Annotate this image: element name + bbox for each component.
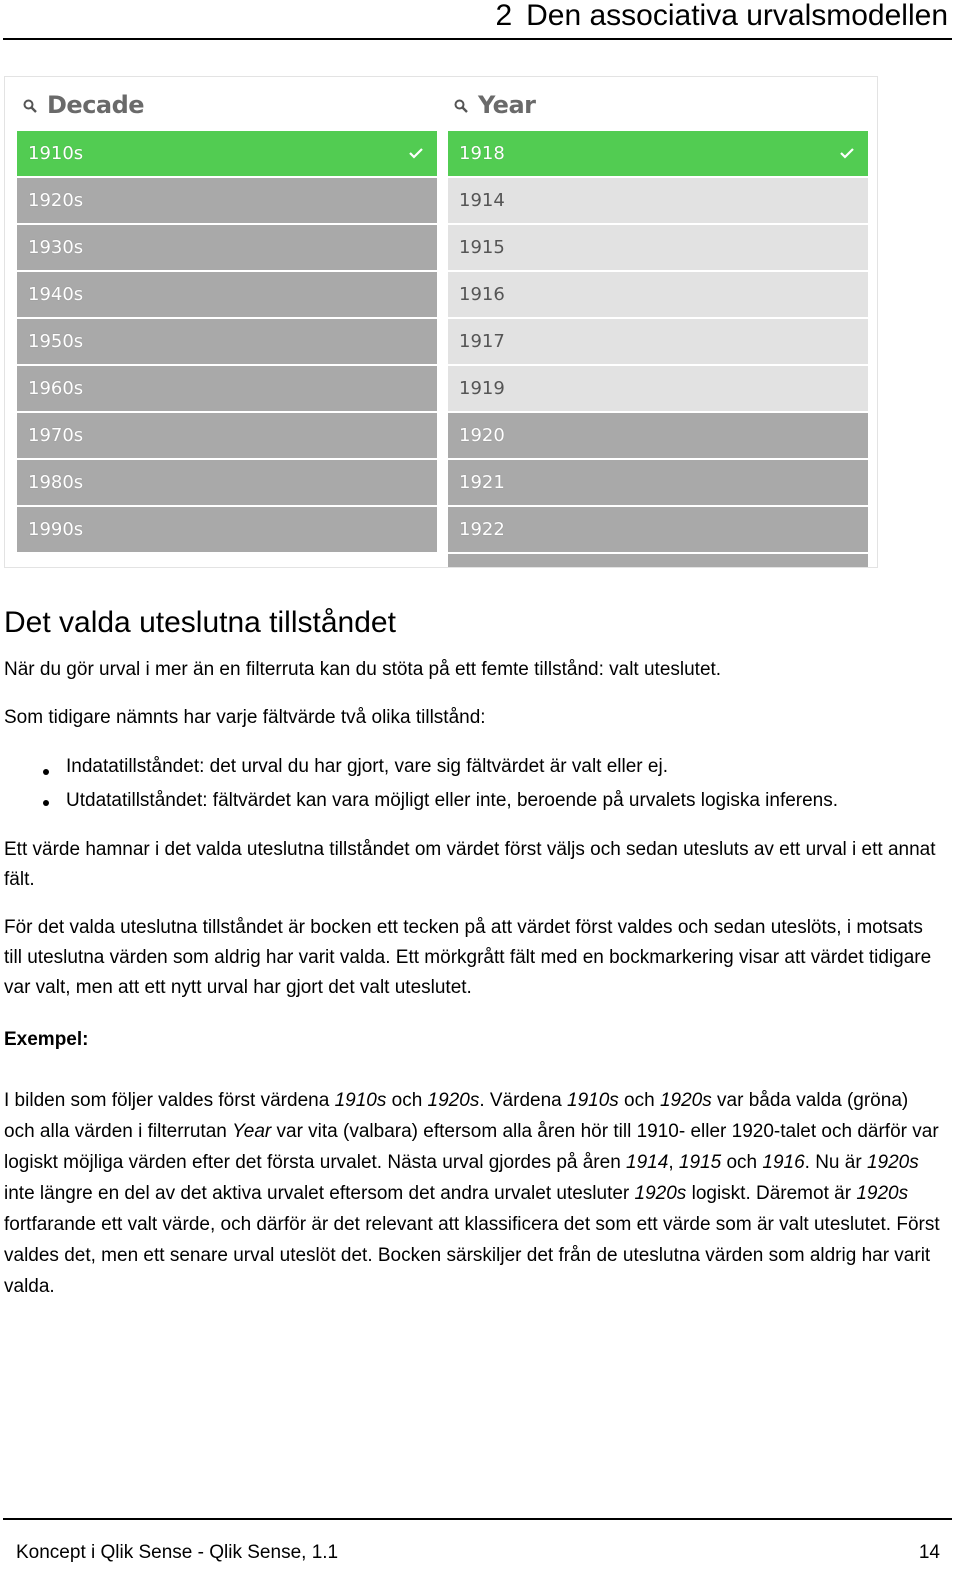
- decade-pane-header[interactable]: [17, 77, 437, 131]
- year-value-list: [448, 131, 868, 568]
- year-value-1922[interactable]: [448, 507, 868, 552]
- year-value-1916[interactable]: [448, 272, 868, 317]
- value-label: 1918: [459, 143, 505, 164]
- search-icon[interactable]: [454, 99, 468, 113]
- decade-value-1970s[interactable]: [17, 413, 437, 458]
- search-icon[interactable]: [23, 99, 37, 113]
- value-label: 1990s: [28, 519, 84, 540]
- value-label: 1914: [459, 190, 505, 211]
- section-title: Det valda uteslutna tillståndet: [4, 606, 396, 639]
- year-value-1921[interactable]: [448, 460, 868, 505]
- decade-pane-title: Decade: [47, 91, 145, 119]
- paragraph-checkmark: För det valda uteslutna tillståndet är bocken ett tecken på att värdet först valdes och sedan uteslöts, i motsats till uteslutna värden som aldrig har varit valda. Ett mörkgrått fält med en bockmarkering visar att värdet tidigare var valt, men att ett nytt urval har gjort det valt uteslutet.: [4, 917, 932, 998]
- value-label: 1920s: [28, 190, 84, 211]
- bullet-item-output-state: Utdatatillståndet: fältvärdet kan vara möjligt eller inte, beroende på urvalets logiska inferens.: [66, 790, 839, 811]
- value-label: 1930s: [28, 237, 84, 258]
- lead-paragraph: Som tidigare nämnts har varje fältvärde två olika tillstånd:: [4, 707, 486, 728]
- decade-value-1960s[interactable]: [17, 366, 437, 411]
- bullet-dot: [43, 769, 49, 775]
- value-label: 1910s: [28, 143, 84, 164]
- value-label: 1940s: [28, 284, 84, 305]
- decade-value-1910s[interactable]: [17, 131, 437, 176]
- page-header: [3, 0, 952, 40]
- value-label: 1922: [459, 519, 505, 540]
- intro-paragraph: När du gör urval i mer än en filterruta kan du stöta på ett femte tillstånd: valt uteslutet.: [4, 659, 722, 680]
- value-label: 1920: [459, 425, 505, 446]
- year-value-1918[interactable]: [448, 131, 868, 176]
- chapter-title-text: Den associativa urvalsmodellen: [526, 0, 948, 32]
- check-icon: [409, 147, 423, 159]
- value-label: 1980s: [28, 472, 84, 493]
- year-value-1919[interactable]: [448, 366, 868, 411]
- year-value-1920[interactable]: [448, 413, 868, 458]
- bullet-item-input-state: Indatatillståndet: det urval du har gjort, vare sig fältvärdet är valt eller ej.: [66, 756, 668, 777]
- chapter-number: 2: [495, 0, 513, 32]
- decade-value-list: [17, 131, 437, 552]
- paragraph-definition: Ett värde hamnar i det valda uteslutna tillståndet om värdet först väljs och sedan utesluts av ett urval i ett annat fält.: [4, 839, 936, 890]
- value-label: 1921: [459, 472, 505, 493]
- footer-page-number: 14: [918, 1542, 940, 1563]
- check-icon: [840, 147, 854, 159]
- decade-value-1920s[interactable]: [17, 178, 437, 223]
- value-label: 1916: [459, 284, 505, 305]
- decade-value-1940s[interactable]: [17, 272, 437, 317]
- example-label: Exempel:: [4, 1029, 89, 1050]
- decade-filter-pane: [17, 77, 437, 554]
- year-value-1915[interactable]: [448, 225, 868, 270]
- value-label: 1917: [459, 331, 505, 352]
- year-pane-header[interactable]: [448, 77, 868, 131]
- year-value-1917[interactable]: [448, 319, 868, 364]
- decade-value-1990s[interactable]: [17, 507, 437, 552]
- filter-panes-figure: [4, 76, 878, 568]
- value-label: 1919: [459, 378, 505, 399]
- footer-divider: [3, 1518, 952, 1520]
- year-value-partial[interactable]: [448, 554, 868, 568]
- value-label: 1950s: [28, 331, 84, 352]
- year-filter-pane: [448, 77, 868, 568]
- footer-document-title: Koncept i Qlik Sense - Qlik Sense, 1.1: [16, 1542, 339, 1563]
- value-label: 1915: [459, 237, 505, 258]
- decade-value-1980s[interactable]: [17, 460, 437, 505]
- bullet-dot: [43, 800, 49, 806]
- decade-value-1950s[interactable]: [17, 319, 437, 364]
- value-label: 1970s: [28, 425, 84, 446]
- chapter-title: [495, 0, 948, 32]
- year-value-1914[interactable]: [448, 178, 868, 223]
- year-pane-title: Year: [478, 91, 536, 119]
- value-label: 1960s: [28, 378, 84, 399]
- example-paragraph: I bilden som följer valdes först värdena 1910s och 1920s. Värdena 1910s och 1920s var båda valda (gröna) och alla värden i filterrutan Year var vita (valbara) eftersom alla åren hör till 1910- eller 1920-talet och därför var logiskt möjliga värden efter det första urvalet. Nästa urval gjordes på åren 1914, 1915 och 1916. Nu är 1920s inte längre en del av det aktiva urvalet eftersom det andra urvalet utesluter 1920s logiskt. Däremot är 1920s fortfarande ett valt värde, och därför är det relevant att klassificera det som ett värde som är valt uteslutet. Först valdes det, men ett senare urval uteslöt det. Bocken särskiljer det från de uteslutna värden som aldrig har varit valda.: [4, 1090, 940, 1297]
- decade-value-1930s[interactable]: [17, 225, 437, 270]
